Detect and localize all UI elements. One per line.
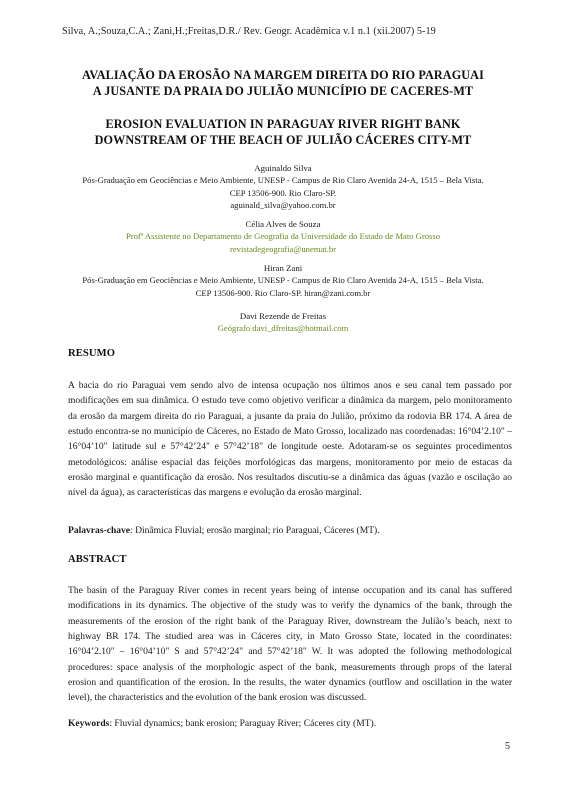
author-email: aguinald_silva@yahoo.com.br bbox=[230, 200, 336, 211]
author-block-2 bbox=[40, 218, 526, 255]
abstract-paragraph: The basin of the Paraguay River comes in recent years being of intense occupation and its canal has suffered modifications in its dynamics. The objective of the study was to verify the dynamics of the bank, through the measurements of the erosion of the right bank of the Paraguay River, downstream the Julião’s beach, next to highway BR 174. The studied area was in Cáceres city, in Mato Grosso State, located in the coordinates: 16°04’2.10" – 16°04’10" S and 57°42’24" and 57°42’18" W. It was adopted the following methodological procedures: space analysis of the morphologic aspect of the bank, measurements through props of the lateral erosion and quantification of the erosion. In the results, the water dynamics (outflow and oscillation in the water level), the characteristics and the evolution of the bank erosion was discussed. bbox=[68, 585, 512, 704]
author-address-email: CEP 13506-900. Rio Claro-SP. hiran@zani.com.br bbox=[195, 287, 371, 298]
title-en-line-2: DOWNSTREAM OF THE BEACH OF JULIÃO CÁCERES CITY-MT bbox=[94, 133, 472, 147]
running-head: Silva, A.;Souza,C.A.; Zani,H.;Freitas,D.R./ Rev. Geogr. Acadêmica v.1 n.1 (xii.2007) 5-19 bbox=[62, 26, 436, 37]
keywords-list: : Fluvial dynamics; bank erosion; Paraguay River; Cáceres city (MT). bbox=[109, 718, 377, 729]
palavras-chave bbox=[68, 524, 512, 538]
resumo-heading: RESUMO bbox=[68, 348, 116, 359]
author-name: Célia Alves de Souza bbox=[245, 219, 321, 229]
resumo-paragraph: A bacia do rio Paraguai vem sendo alvo de intensa ocupação nos últimos anos e seu canal tem passado por modificações em sua dinâmica. O estudo teve como objetivo verificar a dinâmica da margem, pelo monitoramento da erosão da margem direita do rio Paraguai, a jusante da praia do Julião, próximo da rodovia BR 174. A área de estudo encontra-se no município de Cáceres, no Estado de Mato Grosso, localizado nas coordenadas: 16°04’2.10" – 16°04’10" latitude sul e 57°42’24" e 57°42’18" de longitude oeste. Adotaram-se os seguintes procedimentos metodológicos: análise espacial das feições morfológicas das margens, monitoramento por meio de estacas da erosão marginal e quantificação da erosão. Nos resultados discutiu-se a dinâmica das águas (vazão e oscilação ao nível da água), as características das margens e evolução da erosão marginal. bbox=[68, 380, 512, 499]
author-block-1 bbox=[40, 162, 526, 212]
title-portuguese bbox=[40, 67, 526, 99]
author-affiliation: Pós-Graduação em Geociências e Meio Ambiente, UNESP - Campus de Rio Claro Avenida 24-A, 1515 – Bela Vista. bbox=[82, 175, 484, 186]
author-address: CEP 13506-900. Rio Claro-SP. bbox=[229, 187, 337, 198]
author-affiliation: Profª Assistente no Departamento de Geografia da Universidade do Estado de Mato Grosso bbox=[125, 231, 441, 242]
author-name: Davi Rezende de Freitas bbox=[239, 311, 327, 321]
title-english bbox=[40, 116, 526, 148]
keywords-label: Keywords bbox=[68, 718, 110, 729]
title-en-line-1: EROSION EVALUATION IN PARAGUAY RIVER RIGHT BANK bbox=[105, 117, 461, 131]
author-name: Hiran Zani bbox=[263, 263, 303, 273]
page-number: 5 bbox=[505, 741, 510, 752]
author-affiliation-email: Geógrafo davi_dfreitas@hotmail.com bbox=[217, 323, 349, 334]
title-pt-line-1: AVALIAÇÃO DA EROSÃO NA MARGEM DIREITA DO RIO PARAGUAI bbox=[82, 68, 484, 82]
title-pt-line-2: A JUSANTE DA PRAIA DO JULIÃO MUNICÍPIO DE CACERES-MT bbox=[92, 84, 474, 98]
author-block-3 bbox=[40, 262, 526, 299]
author-name: Aguinaldo Silva bbox=[254, 163, 312, 173]
author-email: revistadegeografia@unemat.br bbox=[230, 243, 336, 254]
author-affiliation: Pós-Graduação em Geociências e Meio Ambiente, UNESP - Campus de Rio Claro Avenida 24-A, 1515 – Bela Vista. bbox=[82, 275, 484, 286]
author-block-4 bbox=[40, 310, 526, 335]
keywords-label: Palavras-chave bbox=[68, 525, 131, 536]
abstract-heading: ABSTRACT bbox=[68, 554, 127, 565]
keywords-list: : Dinâmica Fluvial; erosão marginal; rio Paraguai, Cáceres (MT). bbox=[130, 525, 380, 536]
keywords bbox=[68, 717, 512, 731]
